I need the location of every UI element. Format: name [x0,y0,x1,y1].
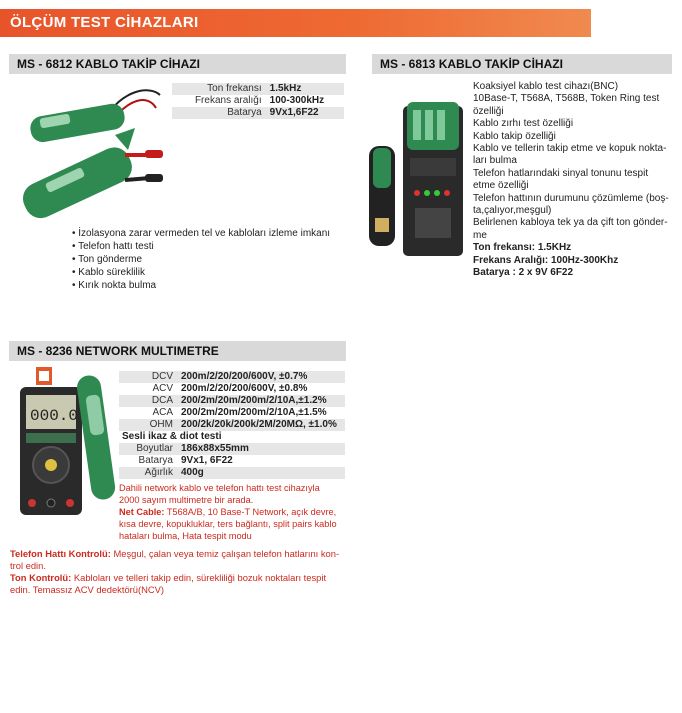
spec-label: Frekans aralığı [194,95,262,106]
spec-value: 200/2k/20k/200k/2M/20MΩ, ±1.0% [177,419,345,431]
spec-label: ACA [152,407,173,418]
spec-row [119,395,345,407]
desc-line: Kablo ve tellerin takip etme ve kopuk nokta- [473,143,667,155]
spec-value: 200m/2/20/200/600V, ±0.7% [177,371,345,383]
spec-row [119,467,345,479]
spec-line: Batarya : 2 x 9V 6F22 [473,267,574,279]
desc-line: Koaksiyel kablo test cihazı(BNC) [473,81,619,92]
ms6812-spec-table [172,83,344,119]
ton-label: Ton Kontrolü: [10,572,72,583]
spec-label: Ton frekansı [172,83,266,95]
spec-label: DCA [119,395,177,407]
ms6812-header [9,54,346,74]
list-item: • Telefon hattı testi [72,240,330,253]
spec-line: Frekans Aralığı: 100Hz-300Khz [473,254,619,266]
page-banner [0,9,591,37]
spec-label: Ağırlık [119,467,177,479]
ms8236-description [119,482,347,542]
ms6813-header-text: MS - 6813 KABLO TAKİP CİHAZI [380,57,563,71]
spec-row [119,419,345,431]
desc-line: kısa devre, kopukluklar, ters bağlantı, split pairs kablo [119,519,337,529]
spec-label: OHM [119,419,177,431]
desc-line: Kablo takip özelliği [473,130,556,142]
desc-line: me [473,229,487,241]
ms8236-spec-table [119,371,345,479]
spec-label: Batarya [172,107,266,119]
desc-line: trol edin. [10,560,46,571]
ton-line [10,572,346,584]
spec-value: 1.5kHz [266,83,344,95]
spec-value: 100-300kHz [269,95,325,106]
desc-line: Dahili network kablo ve telefon hattı test cihazıyla [119,483,320,493]
spec-value: Sesli ikaz & diot testi [122,431,222,442]
spec-row [172,95,344,107]
spec-label: Batarya [138,455,173,466]
desc-line: Belirlenen kabloya tek ya da çift ton gönder- [473,217,668,229]
spec-value: 9Vx1,6F22 [266,107,344,119]
desc-line: hataları bulma, Hata tespit modu [119,531,252,541]
ms6813-product-image [365,98,470,268]
list-item: • Ton gönderme [72,253,330,266]
list-item: • Kırık nokta bulma [72,279,330,292]
desc-line: 10Base-T, T568A, T568B, Token Ring test [473,93,660,105]
spec-row [119,407,345,419]
desc-line: etme özelliği [473,180,529,192]
spec-row [119,455,345,467]
spec-row [172,83,344,95]
desc-line: ları bulma [473,155,517,167]
spec-line: Ton frekansı: 1.5KHz [473,242,572,254]
spec-label: ACV [152,383,173,394]
spec-row [172,107,344,119]
spec-value: 9Vx1, 6F22 [181,455,233,466]
spec-row [119,431,345,443]
desc-line: Kablo zırhı test özelliği [473,118,574,130]
spec-value: 400g [177,467,345,479]
telefon-line [10,548,346,560]
ton-text: Kabloları ve telleri takip edin, sürekliliği bozuk noktaları tespit [71,572,327,583]
spec-row [119,443,345,455]
telefon-label: Telefon Hattı Kontrolü: [10,548,111,559]
ms6813-description [473,81,678,280]
spec-value: 200m/2/20/200/600V, ±0.8% [181,383,308,394]
desc-line: özelliği [473,105,504,117]
spec-row [119,371,345,383]
desc-line: ta,çalıyor,meşgul) [473,205,552,217]
ms6812-header-text: MS - 6812 KABLO TAKİP CİHAZI [17,57,200,71]
ms8236-header-text: MS - 8236 NETWORK MULTIMETRE [17,344,219,358]
multimeter-display-text: 000.0 [30,407,79,425]
desc-line: Telefon hatlarındaki sinyal tonunu tespit [473,167,649,179]
ms6812-product-image [10,80,170,235]
spec-value: 200/2m/20m/200m/2/10A,±1.5% [181,407,327,418]
spec-value: 186x88x55mm [177,443,345,455]
ms6812-feature-list [72,227,330,292]
netcable-label: Net Cable: [119,507,165,517]
ms8236-header [9,341,346,361]
desc-line: edin. Temassız ACV dedektörü(NCV) [10,584,165,595]
page-title: ÖLÇÜM TEST CİHAZLARI [10,14,199,31]
netcable-line [119,506,347,518]
list-item: • Kablo süreklilik [72,266,330,279]
telefon-text: Meşgul, çalan veya temiz çalışan telefon hatlarını kon- [110,548,340,559]
spec-label: Boyutlar [119,443,177,455]
spec-label: DCV [119,371,177,383]
spec-value: 200/2m/20m/200m/2/10A,±1.2% [177,395,345,407]
desc-line: Telefon hattının durumunu çözümleme (boş- [473,192,669,204]
desc-line: 2000 sayım multimetre bir arada. [119,495,254,505]
list-item: • İzolasyona zarar vermeden tel ve kabloları izleme imkanı [72,227,330,240]
ms6813-header [372,54,672,74]
telefon-kontrol-text [10,548,346,596]
netcable-text: T568A/B, 10 Base-T Network, açık devre, [164,507,337,517]
ms8236-product-image [18,365,118,520]
spec-row [119,383,345,395]
